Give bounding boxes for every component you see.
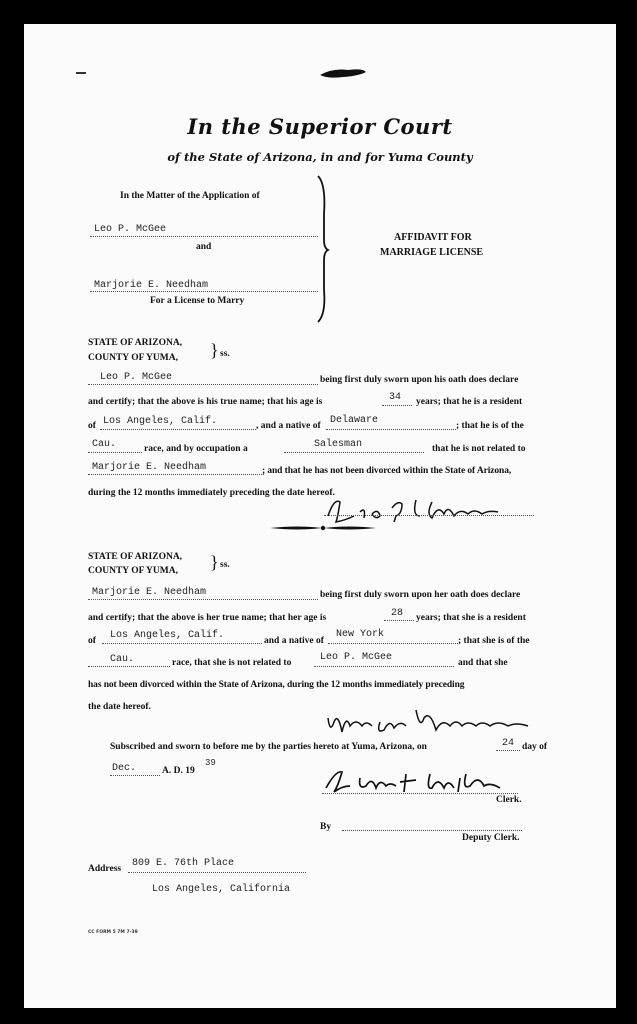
applicant-1: Leo P. McGee xyxy=(94,224,167,235)
s2-native-line xyxy=(328,643,458,644)
s2-county: COUNTY OF YUMA, xyxy=(88,566,178,576)
s1-native: Delaware xyxy=(330,415,379,426)
s1-t3: ; that he is of the xyxy=(456,421,524,431)
section-divider xyxy=(268,522,378,534)
sub-day: 24 xyxy=(502,738,515,749)
s1-t4: race, and by occupation a xyxy=(144,444,248,454)
s2-ss: ss. xyxy=(220,560,230,570)
s1-residence: Los Angeles, Calif. xyxy=(103,416,218,427)
s2-t5: and that she xyxy=(458,658,508,668)
s2-related-line xyxy=(314,666,454,667)
matter-purpose: For a License to Marry xyxy=(150,296,245,306)
s1-brace: } xyxy=(210,340,219,360)
by-label: By xyxy=(320,822,332,832)
s1-ss: ss. xyxy=(220,349,230,359)
s1-signature-line xyxy=(324,515,534,516)
sub-day-line xyxy=(496,750,520,751)
s2-age: 28 xyxy=(391,608,404,619)
s1-t6: ; and that he has not been divorced within the State of Arizona, xyxy=(262,466,512,476)
address-label: Address xyxy=(88,864,122,874)
s1-residence-line xyxy=(100,429,256,430)
s1-state: STATE OF ARIZONA, xyxy=(88,338,183,348)
matter-brace xyxy=(314,174,334,324)
s2-related-to: Leo P. McGee xyxy=(320,652,393,663)
s1-race: Cau. xyxy=(92,439,117,450)
ink-blot xyxy=(318,66,368,80)
sub-month: Dec. xyxy=(112,763,137,774)
s1-t7: during the 12 months immediately preceding the date hereof. xyxy=(88,488,335,498)
address-line2: Los Angeles, California xyxy=(152,884,291,895)
s1-age-line xyxy=(382,405,412,406)
doc-title-line1: AFFIDAVIT FOR xyxy=(394,232,472,243)
s2-race-line xyxy=(88,666,170,667)
s2-native-label: and a native of xyxy=(264,636,324,646)
address-line1-rule xyxy=(128,872,306,873)
s1-t2b: years; that he is a resident xyxy=(416,397,523,407)
address-line1: 809 E. 76th Place xyxy=(132,858,235,869)
s1-name: Leo P. McGee xyxy=(100,372,173,383)
s2-signature xyxy=(320,704,550,740)
sub-month-line xyxy=(110,775,160,776)
s1-age: 34 xyxy=(389,392,402,403)
s1-related-line xyxy=(88,474,264,475)
s2-name: Marjorie E. Needham xyxy=(92,587,207,598)
s2-state: STATE OF ARIZONA, xyxy=(88,552,183,562)
s1-of: of xyxy=(88,421,96,431)
sub-year: 39 xyxy=(205,758,216,768)
s1-t2a: and certify; that the above is his true name; that his age is xyxy=(88,397,323,407)
clerk-signature xyxy=(320,764,520,800)
s1-related-to: Marjorie E. Needham xyxy=(92,462,207,473)
applicant-1-line xyxy=(90,236,318,237)
s2-t1: being first duly sworn upon her oath does declare xyxy=(320,590,521,600)
matter-and: and xyxy=(196,242,212,252)
s1-name-line xyxy=(88,384,318,385)
s2-t2a: and certify; that the above is her true name; that her age is xyxy=(88,613,327,623)
s2-residence-line xyxy=(102,643,262,644)
s2-native: New York xyxy=(336,629,385,640)
s1-occupation-line xyxy=(284,452,424,453)
s1-t1: being first duly sworn upon his oath does declare xyxy=(320,375,519,385)
sub-ad: A. D. 19 xyxy=(162,766,195,776)
s2-age-line xyxy=(384,620,414,621)
form-code: CC FORM 5 7M 7-39 xyxy=(88,930,138,935)
s2-t7: the date hereof. xyxy=(88,702,151,712)
s2-t2b: years; that she is a resident xyxy=(416,613,526,623)
s1-occupation: Salesman xyxy=(314,439,363,450)
s2-t6: has not been divorced within the State of Arizona, during the 12 months immediately preceding xyxy=(88,680,465,690)
document-page xyxy=(24,24,616,1008)
s2-t3: ; that she is of the xyxy=(458,636,530,646)
matter-intro: In the Matter of the Application of xyxy=(120,191,260,201)
clerk-line xyxy=(322,793,518,794)
applicant-2: Marjorie E. Needham xyxy=(94,280,209,291)
s2-brace: } xyxy=(210,552,219,572)
s1-native-label: , and a native of xyxy=(256,421,321,431)
deputy-label: Deputy Clerk. xyxy=(462,833,520,843)
doc-title-line2: MARRIAGE LICENSE xyxy=(380,247,484,258)
s2-race: Cau. xyxy=(110,654,135,665)
s2-residence: Los Angeles, Calif. xyxy=(110,630,225,641)
court-subtitle: of the State of Arizona, in and for Yuma County xyxy=(167,150,473,164)
sub-t1a: Subscribed and sworn to before me by the parties hereto at Yuma, Arizona, on xyxy=(110,742,427,752)
applicant-2-line xyxy=(90,291,318,292)
s2-name-line xyxy=(88,599,318,600)
court-title: In the Superior Court xyxy=(187,114,453,139)
s1-t5: that he is not related to xyxy=(432,444,526,454)
s1-county: COUNTY OF YUMA, xyxy=(88,353,178,363)
s1-native-line xyxy=(326,429,456,430)
sub-t1b: day of xyxy=(522,742,548,752)
s1-race-line xyxy=(88,452,142,453)
clerk-label: Clerk. xyxy=(496,795,522,805)
s2-of: of xyxy=(88,636,96,646)
by-line xyxy=(342,830,522,831)
speck xyxy=(76,72,86,74)
s2-t4: race, that she is not related to xyxy=(172,658,292,668)
